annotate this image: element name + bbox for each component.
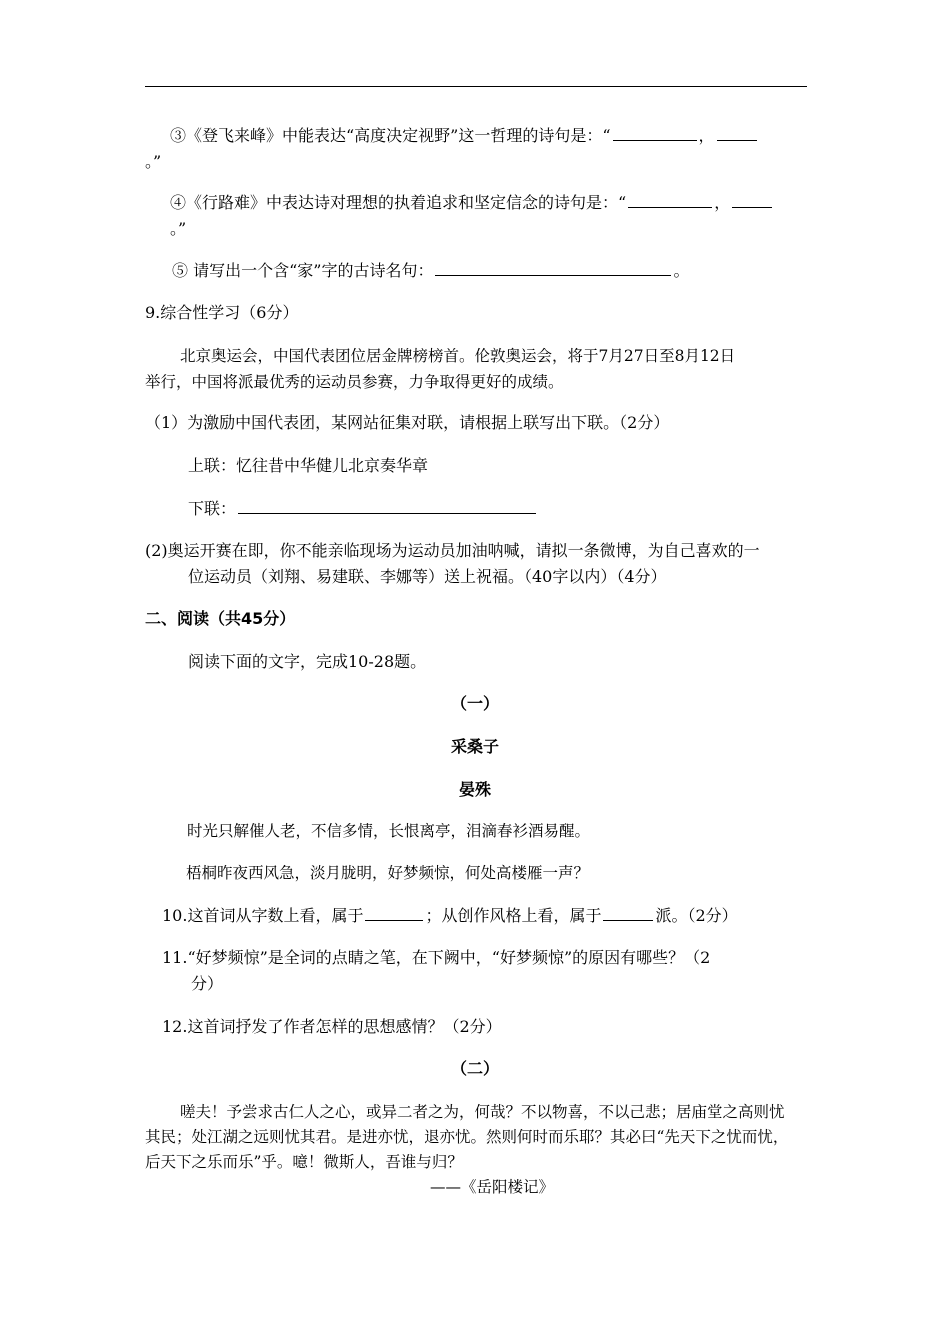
q9-paragraph-line2: 举行，中国将派最优秀的运动员参赛，力争取得更好的成绩。 [145, 373, 564, 391]
q9-title: 9.综合性学习（6分） [145, 303, 299, 322]
q12: 12.这首词抒发了作者怎样的思想感情？（2分） [162, 1017, 502, 1036]
passage-line3: 后天下之乐而乐”乎。噫！微斯人，吾谁与归？ [145, 1153, 463, 1171]
recitation-item-5: ⑤ 请写出一个含“家”字的古诗名句： 。 [172, 261, 690, 280]
q9-upper-couplet: 上联：忆往昔中华健儿北京奏华章 [188, 456, 429, 475]
answer-blank[interactable] [365, 906, 423, 921]
q10: 10.这首词从字数上看，属于 ；从创作风格上看，属于 派。（2分） [162, 906, 738, 925]
answer-blank[interactable] [238, 499, 536, 514]
q9-sub1: （1）为激励中国代表团，某网站征集对联，请根据上联写出下联。（2分） [145, 413, 670, 432]
answer-blank[interactable] [717, 126, 757, 141]
answer-blank[interactable] [732, 193, 772, 208]
q11-line1: 11.“好梦频惊”是全词的点睛之笔，在下阙中，“好梦频惊”的原因有哪些？（2 [162, 948, 711, 967]
poem-line2: 梧桐昨夜西风急，淡月胧明，好梦频惊，何处高楼雁一声？ [186, 864, 590, 882]
part2-label: （二） [450, 1059, 499, 1078]
section-intro: 阅读下面的文字，完成10-28题。 [188, 652, 427, 671]
q9-lower-couplet: 下联： [188, 499, 538, 519]
answer-blank[interactable] [435, 261, 671, 276]
q11-line2: 分） [191, 974, 224, 993]
passage-source: ——《岳阳楼记》 [430, 1178, 555, 1196]
recitation-item-4-end: 。” [170, 219, 187, 238]
section-heading: 二、阅读（共45分） [145, 609, 296, 628]
header-rule [145, 86, 807, 87]
passage-line1: 嗟夫！予尝求古仁人之心，或异二者之为，何哉？不以物喜，不以己悲；居庙堂之高则忧 [180, 1103, 785, 1121]
q9-paragraph-line1: 北京奥运会，中国代表团位居金牌榜榜首。伦敦奥运会，将于7月27日至8月12日 [180, 347, 736, 365]
passage-line2: 其民；处江湖之远则忧其君。是进亦忧，退亦忧。然则何时而乐耶？其必曰“先天下之忧而忧， [145, 1128, 789, 1146]
poem-title: 采桑子 [450, 737, 499, 756]
recitation-item-3-end: 。” [145, 152, 162, 171]
part1-label: （一） [450, 694, 499, 713]
poem-line1: 时光只解催人老，不信多情，长恨离亭，泪滴春衫酒易醒。 [187, 822, 591, 840]
answer-blank[interactable] [628, 193, 712, 208]
answer-blank[interactable] [603, 906, 653, 921]
q9-sub2-line2: 位运动员（刘翔、易建联、李娜等）送上祝福。（40字以内）（4分） [188, 567, 667, 586]
answer-blank[interactable] [613, 126, 697, 141]
poem-author: 晏殊 [458, 780, 491, 799]
recitation-item-4: ④《行路难》中表达诗对理想的执着追求和坚定信念的诗句是：“ ， [170, 193, 774, 213]
q9-sub2-line1: (2)奥运开赛在即，你不能亲临现场为运动员加油呐喊，请拟一条微博，为自己喜欢的一 [145, 541, 760, 560]
recitation-item-3: ③《登飞来峰》中能表达“高度决定视野”这一哲理的诗句是：“ ， [170, 126, 759, 146]
